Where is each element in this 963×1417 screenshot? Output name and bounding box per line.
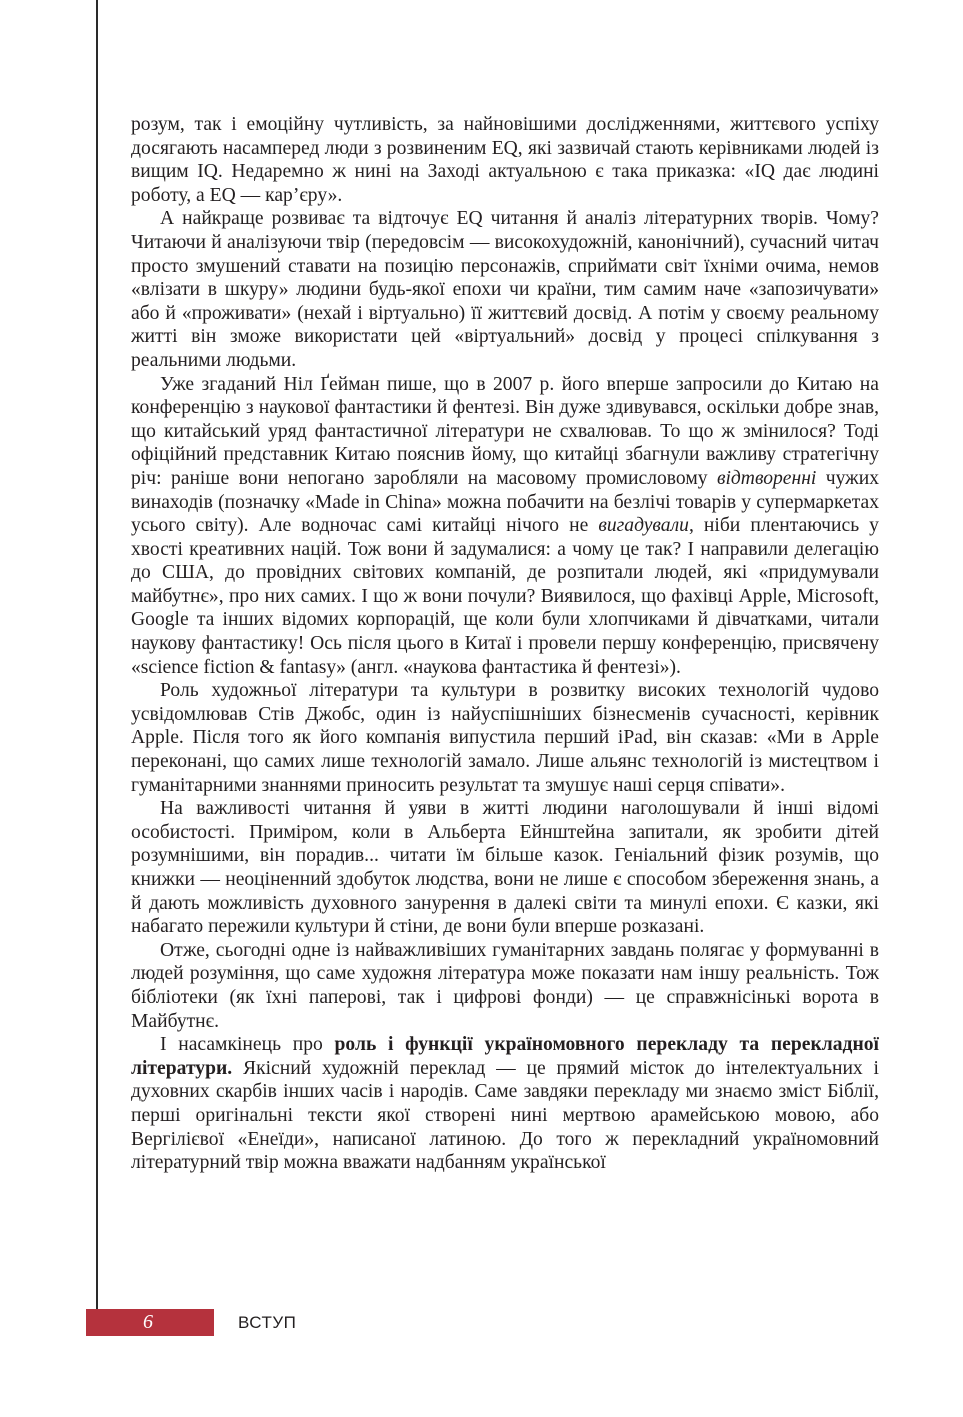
paragraph-7-text-b: Якісний художній переклад — це прямий місток до інтелектуальних і духовних скарбів інших часів і народів. Саме завдяки перекладу ми знаємо зміст Біблії, перші оригінальні тексти якої створені нині мертвою арамейською мовою, або Вергілієвої «Енеїди», написаної латиною. До того ж перекладний україномовний літературний твір можна вважати надбанням української: [131, 1057, 879, 1174]
paragraph-4: Роль художньої літератури та культури в розвитку високих технологій чудово усвідомлював Стів Джобс, один із найуспішніших бізнесменів сучасності, керівник Apple. Після того як його компанія випустила перший iPad, він сказав: «Ми в Apple переконані, що самих лише технологій замало. Лише альянс технологій із мистецтвом і гуманітарними знаннями приносить результат та змушує наші серця співати».: [131, 680, 879, 796]
paragraph-7-text-a: І насамкінець про: [160, 1034, 335, 1056]
section-title: ВСТУП: [238, 1313, 297, 1332]
paragraph-3: [131, 373, 879, 680]
paragraph-3-italic-1: відтворенні: [716, 467, 817, 489]
paragraph-1: розум, так і емоційну чутливість, за найновішими дослідженнями, життєвого успіху досягають насамперед люди з розвиненим EQ, які зазвичай стають керівниками людей із вищим IQ. Недаремно ж нині на Заході актуальною є така приказка: «IQ дає людині роботу, а EQ — кар’єру».: [131, 114, 879, 206]
page-number: 6: [143, 1311, 153, 1333]
margin-rule: [96, 0, 98, 1336]
paragraph-3-text-c: , ніби плентаючись у хвості креативних націй. Тож вони й задумалися: а чому це так? І направили делегацію до США, до провідних світових компаній, де розпитали людей, які «придумували майбутнє», про них самих. І що ж вони почули? Виявилося, що фахівці Apple, Microsoft, Google та інших відомих корпорацій, ще коли були хлопчиками й дівчатками, читали наукову фантастику! Ось після цього в Китаї і провели першу конференцію, присвячену «science fiction & fantasy» (англ. «наукова фантастика й фентезі»).: [131, 515, 879, 678]
paragraph-7-bold: роль і функції україномовного перекладу та перекладної літератури.: [131, 1034, 879, 1079]
paragraph-3-text-a: Уже згаданий Ніл Ґейман пише, що в 2007 р. його вперше запросили до Китаю на конференцію з наукової фантастики й фентезі. Він дуже здивувався, оскільки добре знав, що китайський уряд фантастичної літератури не схвалював. То що ж змінилося? Тоді офіційний представник Китаю пояснив йому, що китайці збагнули важливу стратегічну річ: раніше вони непогано заробляли на масовому промисловому: [131, 373, 879, 489]
paragraph-5: На важливості читання й уяви в житті людини наголошували й інші відомі особистості. Приміром, коли в Альберта Ейнштейна запитали, як зробити дітей розумнішими, він порадив... читати їм більше казок. Геніальний фізик розумів, що книжки — неоціненний здобуток людства, вони не лише є способом збереження знань, а й дають можливість духовного занурення в далекі світи та минулі епохи. Є казки, які набагато пережили культури й стіни, де вони були вперше розказані.: [131, 798, 879, 938]
paragraph-3-italic-2: вигадували: [598, 515, 689, 537]
paragraph-7: [131, 1033, 879, 1175]
body-text: [131, 113, 879, 1175]
paragraph-6: Отже, сьогодні одне із найважливіших гуманітарних завдань полягає у формуванні в людей розуміння, що саме художня література може показати нам іншу реальність. Тож бібліотеки (як їхні паперові, так і цифрові фонди) — це справжнісінькі ворота в Майбутнє.: [131, 939, 879, 1032]
paragraph-3-text-b: чужих винаходів (позначку «Made in China» можна побачити на безлічі товарів у супермаркетах усього світу). Але водночас самі китайці нічого не: [131, 467, 879, 537]
paragraph-2: А найкраще розвиває та відточує EQ читання й аналіз літературних творів. Чому? Читаючи й аналізуючи твір (передовсім — високохудожній, канонічний), сучасний читач просто змушений ставати на позицію персонажів, сприймати світ їхніми очима, немов «влізати в шкуру» людини будь-якої епохи чи країни, тим самим наче «запозичувати» або й «проживати» (нехай і віртуально) її життєвий досвід. А потім у своєму реальному житті він зможе використати цей «віртуальний» досвід у процесі спілкування з реальними людьми.: [131, 208, 879, 371]
